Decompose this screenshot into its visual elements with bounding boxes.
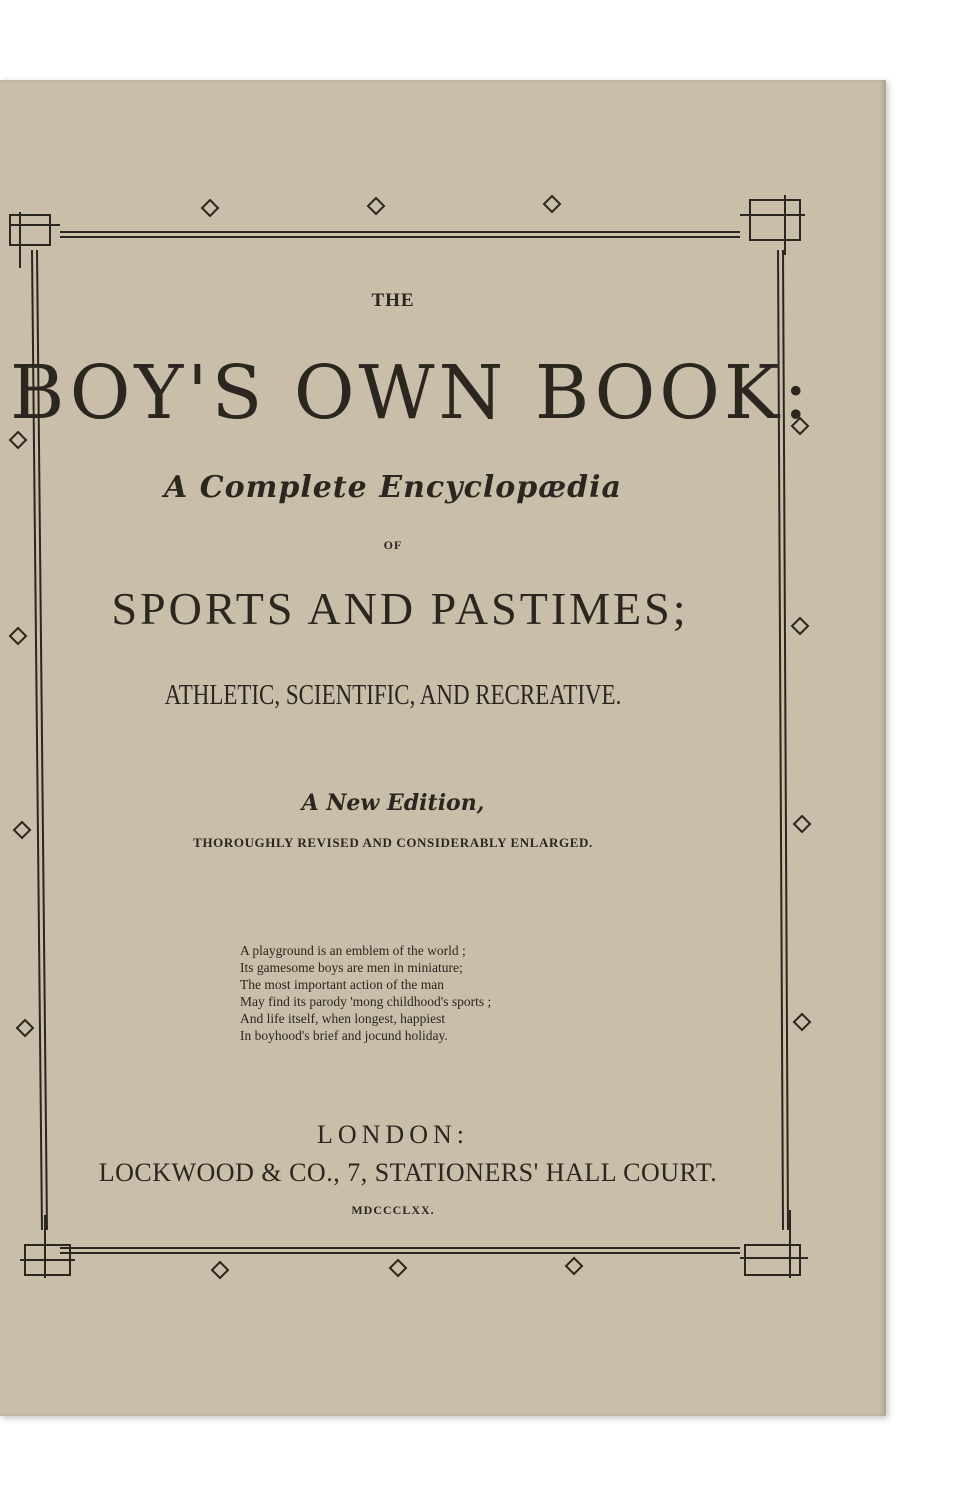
- title-prefix: THE: [371, 290, 415, 311]
- publisher-address: LOCKWOOD & CO., 7, STATIONERS' HALL COURT.: [98, 1158, 718, 1187]
- verse-line: In boyhood's brief and jocund holiday.: [240, 1028, 448, 1043]
- verse-line: Its gamesome boys are men in miniature;: [240, 960, 463, 975]
- city-label: LONDON:: [317, 1120, 469, 1149]
- verse-line: And life itself, when longest, happiest: [240, 1011, 446, 1026]
- verse-line: A playground is an emblem of the world ;: [240, 943, 466, 958]
- of-label: OF: [383, 538, 403, 552]
- verse-line: The most important action of the man: [240, 977, 444, 992]
- edition-label: A New Edition,: [301, 790, 485, 816]
- sports-heading: SPORTS AND PASTIMES;: [111, 583, 689, 634]
- athletic-line: ATHLETIC, SCIENTIFIC, AND RECREATIVE.: [164, 680, 622, 711]
- book-title: BOY'S OWN BOOK:: [10, 350, 813, 436]
- revised-note: THOROUGHLY REVISED AND CONSIDERABLY ENLARGED.: [193, 835, 593, 850]
- publication-year: MDCCCLXX.: [351, 1203, 435, 1217]
- subtitle: A Complete Encyclopædia: [164, 470, 622, 505]
- verse-line: May find its parody 'mong childhood's sports ;: [240, 994, 492, 1009]
